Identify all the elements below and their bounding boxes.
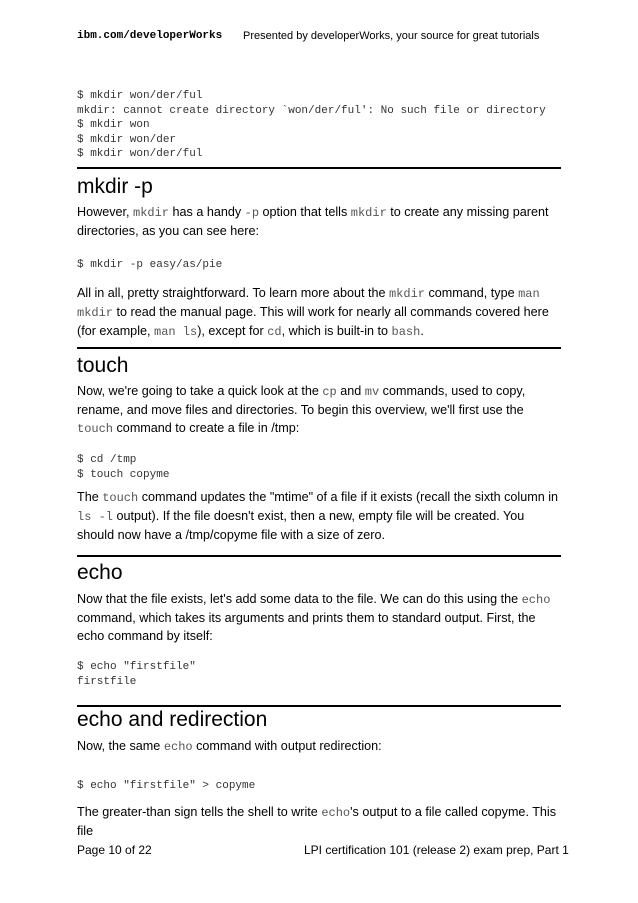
inline-code: mkdir bbox=[133, 206, 170, 220]
text-run: The bbox=[77, 490, 103, 504]
text-run: Now, we're going to take a quick look at the bbox=[77, 384, 323, 398]
inline-code: mkdir bbox=[350, 206, 387, 220]
document-title: LPI certification 101 (release 2) exam prep, Part 1 bbox=[304, 843, 569, 857]
code-block-mkdir: $ mkdir won/der/ful mkdir: cannot create directory `won/der/ful': No such file or directory $ mkdir won $ mkdir won/der $ mkdir won/der/ful bbox=[77, 90, 546, 160]
paragraph-mkdir-p-man bbox=[77, 284, 563, 341]
inline-code: echo bbox=[163, 740, 193, 754]
code-block-mkdir-p: $ mkdir -p easy/as/pie bbox=[77, 259, 223, 271]
text-run: However, bbox=[77, 205, 133, 219]
text-run: command with output redirection: bbox=[192, 739, 382, 753]
inline-code: echo bbox=[521, 593, 551, 607]
text-run: All in all, pretty straightforward. To learn more about the bbox=[77, 286, 389, 300]
section-divider bbox=[77, 705, 561, 707]
text-run: Now, the same bbox=[77, 739, 164, 753]
inline-code: man mkdir bbox=[77, 287, 540, 320]
paragraph-echo-intro bbox=[77, 590, 563, 645]
code-block-redirection: $ echo "firstfile" > copyme bbox=[77, 780, 256, 792]
header-tagline: Presented by developerWorks, your source for great tutorials bbox=[243, 30, 540, 42]
heading-mkdir-p: mkdir -p bbox=[77, 175, 153, 198]
text-run: command updates the "mtime" of a file if it exists (recall the sixth column in bbox=[138, 490, 559, 504]
text-run: ), except for bbox=[197, 324, 268, 338]
inline-code: touch bbox=[102, 491, 139, 505]
text-run: commands, used to copy, rename, and move files and directories. To begin this overview, we'll first use the bbox=[77, 384, 526, 417]
site-name: ibm.com/developerWorks bbox=[77, 30, 223, 42]
inline-code: cp bbox=[322, 385, 337, 399]
paragraph-redirection-explain bbox=[77, 803, 563, 840]
text-run: command, which takes its arguments and prints them to standard output. First, the echo command by itself: bbox=[77, 611, 536, 643]
inline-code: ls -l bbox=[77, 510, 114, 524]
paragraph-touch-intro bbox=[77, 382, 563, 438]
text-run: The greater-than sign tells the shell to write bbox=[77, 805, 322, 819]
text-run: has a handy bbox=[169, 205, 245, 219]
paragraph-touch-explain bbox=[77, 488, 563, 544]
code-block-echo: $ echo "firstfile" firstfile bbox=[77, 661, 196, 688]
inline-code: -p bbox=[244, 206, 260, 220]
text-run: , which is built-in to bbox=[281, 324, 392, 338]
paragraph-mkdir-p-intro bbox=[77, 203, 563, 240]
heading-echo-redirection: echo and redirection bbox=[77, 708, 268, 731]
inline-code: touch bbox=[77, 422, 114, 436]
page-number: Page 10 of 22 bbox=[77, 843, 152, 857]
inline-code: mkdir bbox=[388, 287, 425, 301]
text-run: to create any missing parent directories, as you can see here: bbox=[77, 205, 549, 238]
text-run: to read the manual page. This will work for nearly all commands covered here (for example, bbox=[77, 305, 549, 338]
text-run: Now that the file exists, let's add some data to the file. We can do this using the bbox=[77, 592, 522, 606]
text-run: command to create a file in /tmp: bbox=[113, 421, 300, 435]
inline-code: bash bbox=[391, 325, 421, 339]
text-run: and bbox=[336, 384, 365, 398]
inline-code: man ls bbox=[154, 325, 198, 339]
inline-code: echo bbox=[321, 806, 351, 820]
text-run: output). If the file doesn't exist, then a new, empty file will be created. You should now have a /tmp/copyme file with a size of zero. bbox=[77, 509, 525, 542]
inline-code: cd bbox=[267, 325, 282, 339]
text-run: 's output to a file called copyme. This file bbox=[77, 805, 557, 838]
text-run: command, type bbox=[424, 286, 519, 300]
heading-touch: touch bbox=[77, 354, 129, 377]
code-block-touch: $ cd /tmp $ touch copyme bbox=[77, 454, 170, 481]
inline-code: mv bbox=[364, 385, 380, 399]
section-divider bbox=[77, 555, 561, 557]
text-run: . bbox=[420, 324, 424, 338]
section-divider bbox=[77, 347, 561, 349]
text-run: option that tells bbox=[259, 205, 351, 219]
section-divider bbox=[77, 167, 561, 169]
heading-echo: echo bbox=[77, 561, 123, 584]
paragraph-redirection-intro bbox=[77, 737, 563, 756]
